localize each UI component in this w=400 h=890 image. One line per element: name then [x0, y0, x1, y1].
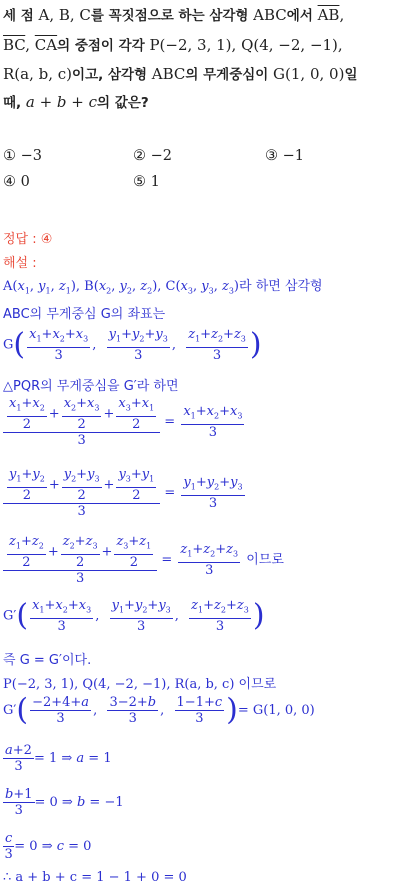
centroid-g: G( $\frac{x_1+x_2+x_3}{3}$ , $\frac{y_1+y_2+y_3}{3}$ , $\frac{z_1+z_2+z_3}{3}$ ): [3, 326, 262, 363]
choice-4[interactable]: ④ 0: [3, 174, 30, 190]
y-coordinate-eq: $\frac{y_1+y_2}{2}$ + $\frac{y_2+y_3}{2}$ + $\frac{y_3+y_1}{2}$ 3 = $\frac{y_1+y_2+y_3}{3}$: [3, 467, 247, 519]
solution-line-4: △PQR의 무게중심을 G′라 하면: [3, 379, 179, 394]
question-line-3: R(a, b, c)이고, 삼각형 ABC의 무게중심이 G(1, 0, 0)일: [3, 65, 358, 83]
g-equals-gprime: 즉 G = G′이다.: [3, 653, 92, 668]
solution-line-2: ABC의 무게중심 G의 좌표는: [3, 307, 166, 322]
solution-heading: 해설 :: [3, 256, 37, 271]
z-coordinate-eq: $\frac{z_1+z_2}{2}$ + $\frac{z_2+z_3}{2}$ + $\frac{z_3+z_1}{2}$ 3 = $\frac{z_1+z_2+z_3}{3}$ 이므로: [3, 534, 284, 586]
pqr-coords: P(−2, 3, 1), Q(4, −2, −1), R(a, b, c) 이므로: [3, 677, 277, 692]
choice-1[interactable]: ① −3: [3, 148, 42, 164]
choice-3[interactable]: ③ −1: [265, 148, 304, 164]
x-coordinate-eq: $\frac{x_1+x_2}{2}$ + $\frac{x_2+x_3}{2}$ + $\frac{x_3+x_1}{2}$ 3 = $\frac{x_1+x_2+x_3}{3}$: [3, 396, 246, 448]
solve-c: $\frac{c}{3}$ = 0 ⇒ c = 0: [4, 831, 92, 862]
g-substitution: G′( $\frac{-2+4+a}{3}$ , $\frac{3-2+b}{3}$ , $\frac{1-1+c}{3}$ )= G(1, 0, 0): [3, 692, 315, 728]
final-answer: ∴ a + b + c = 1 − 1 + 0 = 0: [3, 870, 187, 885]
choice-2[interactable]: ② −2: [133, 148, 172, 164]
choice-5[interactable]: ⑤ 1: [133, 174, 160, 190]
question-line-4: 때, a + b + c의 값은?: [3, 93, 149, 111]
answer-label: 정답 : ④: [3, 232, 53, 247]
centroid-g-prime: G′( $\frac{x_1+x_2+x_3}{3}$ , $\frac{y_1+y_2+y_3}{3}$ , $\frac{z_1+z_2+z_3}{3}$ ): [3, 597, 265, 634]
question-line-2: $\overline{BC}$, $\overline{CA}$의 중점이 각각 P(−2, 3, 1), Q(4, −2, −1),: [3, 36, 343, 54]
solution-line-1: $A(x_1$, $y_1$, $z_1$), $B(x_2$, $y_2$, $z_2$), $C(x_3$, $y_3$, $z_3$)라 하면 삼각형: [3, 279, 323, 296]
solve-b: $\frac{b+1}{3}$ = 0 ⇒ b = −1: [5, 787, 124, 818]
solve-a: $\frac{a+2}{3}$ = 1 ⇒ a = 1: [5, 743, 112, 774]
question-line-1: 세 점 A, B, C를 꼭짓점으로 하는 삼각형 ABC에서 $\overline{AB}$,: [3, 6, 345, 24]
